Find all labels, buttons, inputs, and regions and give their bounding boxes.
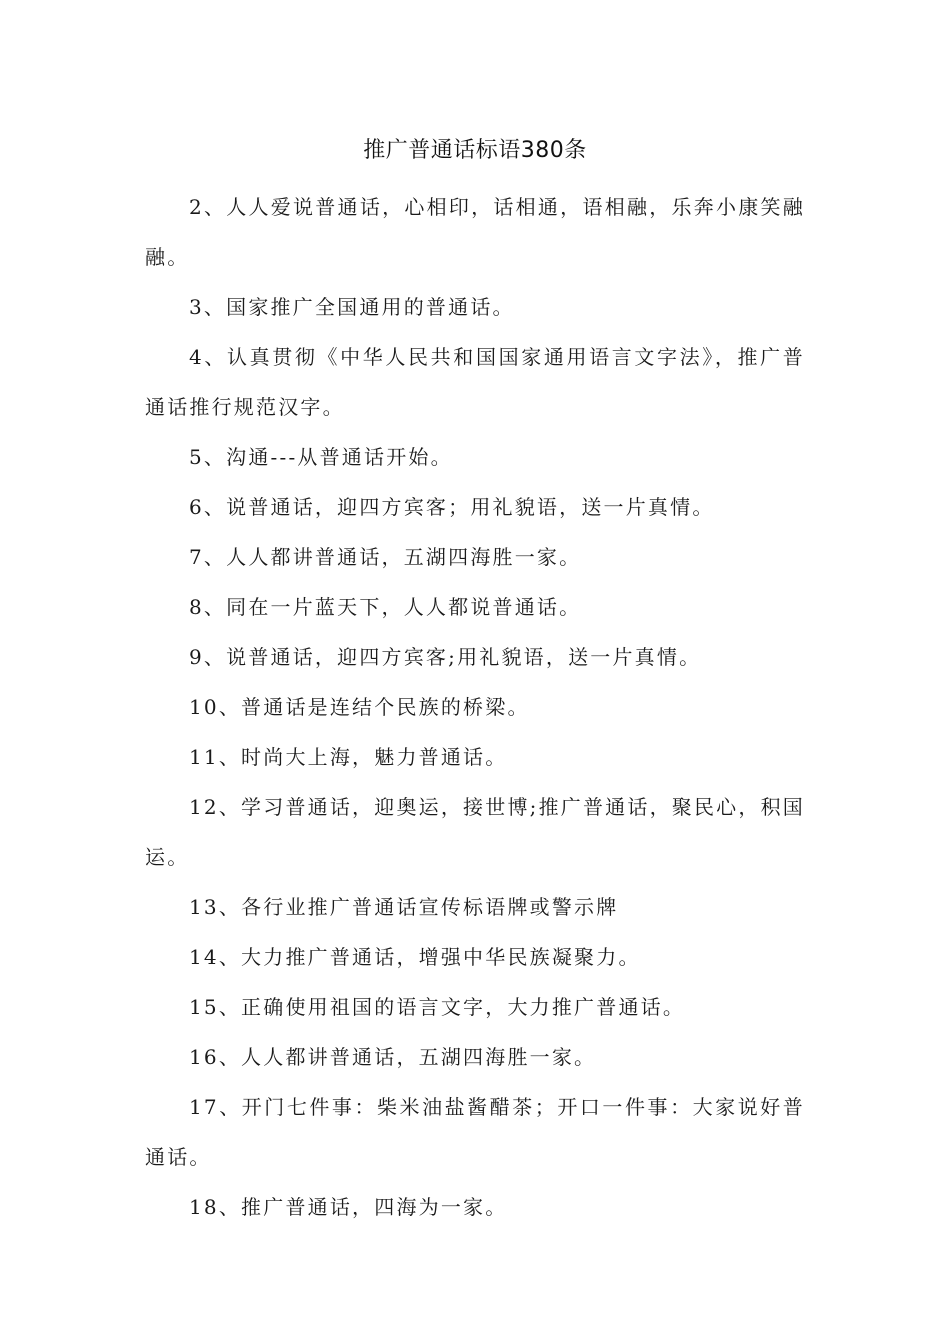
slogan-paragraph: 4、认真贯彻《中华人民共和国国家通用语言文字法》，推广普通话推行规范汉字。	[145, 345, 805, 419]
slogan-paragraph: 13、各行业推广普通话宣传标语牌或警示牌	[189, 895, 619, 919]
slogan-paragraph: 11、时尚大上海，魅力普通话。	[189, 745, 508, 769]
document-title: 推广普通话标语380条	[363, 138, 587, 163]
slogan-paragraph: 12、学习普通话，迎奥运，接世博;推广普通话，聚民心，积国运。	[145, 795, 805, 869]
slogan-paragraph: 14、大力推广普通话，增强中华民族凝聚力。	[189, 945, 641, 969]
slogan-paragraph: 6、说普通话，迎四方宾客；用礼貌语，送一片真情。	[189, 495, 715, 519]
slogan-paragraph: 16、人人都讲普通话，五湖四海胜一家。	[189, 1045, 597, 1069]
slogan-paragraph: 9、说普通话，迎四方宾客;用礼貌语，送一片真情。	[189, 645, 702, 669]
slogan-paragraph: 10、普通话是连结个民族的桥梁。	[189, 695, 530, 719]
slogan-paragraph: 5、沟通---从普通话开始。	[189, 445, 453, 469]
document-body	[145, 182, 805, 1232]
slogan-paragraph: 7、人人都讲普通话，五湖四海胜一家。	[189, 545, 582, 569]
slogan-paragraph: 2、人人爱说普通话，心相印，话相通，语相融，乐奔小康笑融融。	[145, 195, 805, 269]
slogan-paragraph: 3、国家推广全国通用的普通话。	[189, 295, 515, 319]
slogan-paragraph: 18、推广普通话，四海为一家。	[189, 1195, 508, 1219]
slogan-paragraph: 8、同在一片蓝天下，人人都说普通话。	[189, 595, 582, 619]
slogan-paragraph: 17、开门七件事：柴米油盐酱醋茶；开口一件事：大家说好普通话。	[145, 1095, 805, 1169]
slogan-paragraph: 15、正确使用祖国的语言文字，大力推广普通话。	[189, 995, 686, 1019]
